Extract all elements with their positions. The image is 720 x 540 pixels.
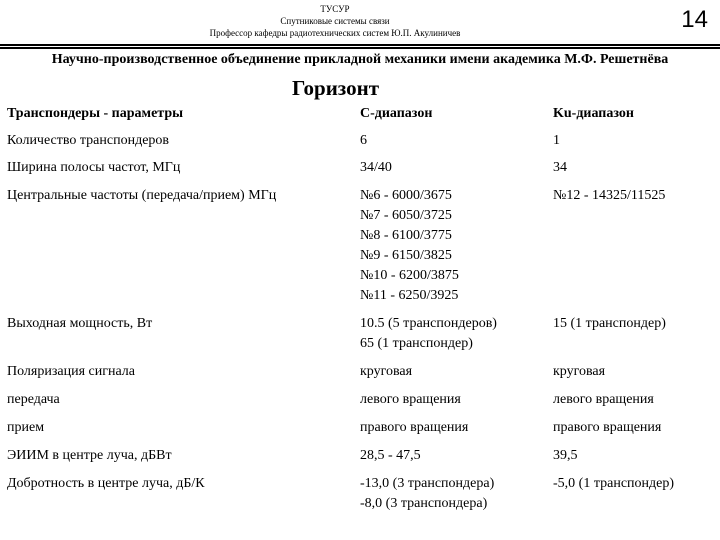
ku-band-cell [553,131,713,158]
cell-line: левого вращения [360,392,461,407]
header-divider-bottom [0,47,720,49]
c-band-cell [360,131,553,158]
c-band-cell [360,314,553,362]
cell-line: правого вращения [553,420,662,435]
ku-band-cell [553,158,713,186]
header-text [190,3,480,39]
cell-line: левого вращения [553,392,654,407]
parameter-cell: Выходная мощность, Вт [7,316,153,331]
header-course: Спутниковые системы связи [280,16,390,26]
cell-line: №6 - 6000/3675 [360,188,452,203]
ku-band-cell [553,390,713,418]
ku-band-cell [553,474,713,522]
cell-line: 1 [553,133,560,148]
cell-line: №10 - 6200/3875 [360,268,459,283]
cell-line: 6 [360,133,367,148]
table-row [7,158,713,186]
table-row [7,474,713,522]
parameter-cell: прием [7,420,45,435]
organization-name: Научно-производственное объединение прикладной механики имени академика М.Ф. Решетнёва [51,52,669,67]
ku-band-cell [553,362,713,390]
page-title: Горизонт [292,76,380,100]
column-header-parameters: Транспондеры - параметры [7,106,184,121]
cell-line: №7 - 6050/3725 [360,208,452,223]
column-header-c-band: С-диапазон [360,106,433,121]
table-row [7,314,713,362]
parameter-cell: Добротность в центре луча, дБ/К [7,476,205,491]
page-number: 14 [681,6,708,33]
cell-line: 10.5 (5 транспондеров) [360,316,497,331]
transponder-table [7,104,713,522]
cell-line: круговая [553,364,606,379]
table-row [7,362,713,390]
cell-line: 28,5 - 47,5 [360,448,421,463]
cell-line: №12 - 14325/11525 [553,188,666,203]
parameter-cell: Центральные частоты (передача/прием) МГц [7,188,277,203]
table-row [7,186,713,314]
table-header-row [7,104,713,131]
c-band-cell [360,474,553,522]
table-row [7,418,713,446]
ku-band-cell [553,314,713,362]
parameter-cell: передача [7,392,60,407]
table-row [7,390,713,418]
cell-line: №9 - 6150/3825 [360,248,452,263]
cell-line: -8,0 (3 транспондера) [360,496,488,511]
cell-line: круговая [360,364,413,379]
cell-line: 15 (1 транспондер) [553,316,666,331]
cell-line: 39,5 [553,448,578,463]
header-author: Профессор кафедры радиотехнических систем Ю.П. Акулиничев [209,28,461,38]
c-band-cell [360,362,553,390]
ku-band-cell [553,418,713,446]
parameter-cell: Поляризация сигнала [7,364,135,379]
c-band-cell [360,418,553,446]
header-institution: ТУСУР [320,4,350,14]
cell-line: №8 - 6100/3775 [360,228,452,243]
cell-line: 65 (1 транспондер) [360,336,473,351]
parameter-cell: ЭИИМ в центре луча, дБВт [7,448,172,463]
parameter-cell: Количество транспондеров [7,133,170,148]
table-row [7,131,713,158]
cell-line: 34/40 [360,160,392,175]
cell-line: -5,0 (1 транспондер) [553,476,675,491]
table-row [7,446,713,474]
header-divider-top [0,44,720,46]
slide-header [0,0,720,44]
c-band-cell [360,390,553,418]
c-band-cell [360,186,553,314]
cell-line: правого вращения [360,420,469,435]
ku-band-cell [553,186,713,314]
column-header-ku-band: Ku-диапазон [553,106,634,121]
parameter-cell: Ширина полосы частот, МГц [7,160,181,175]
c-band-cell [360,446,553,474]
cell-line: -13,0 (3 транспондера) [360,476,495,491]
cell-line: №11 - 6250/3925 [360,288,459,303]
cell-line: 34 [553,160,567,175]
c-band-cell [360,158,553,186]
ku-band-cell [553,446,713,474]
